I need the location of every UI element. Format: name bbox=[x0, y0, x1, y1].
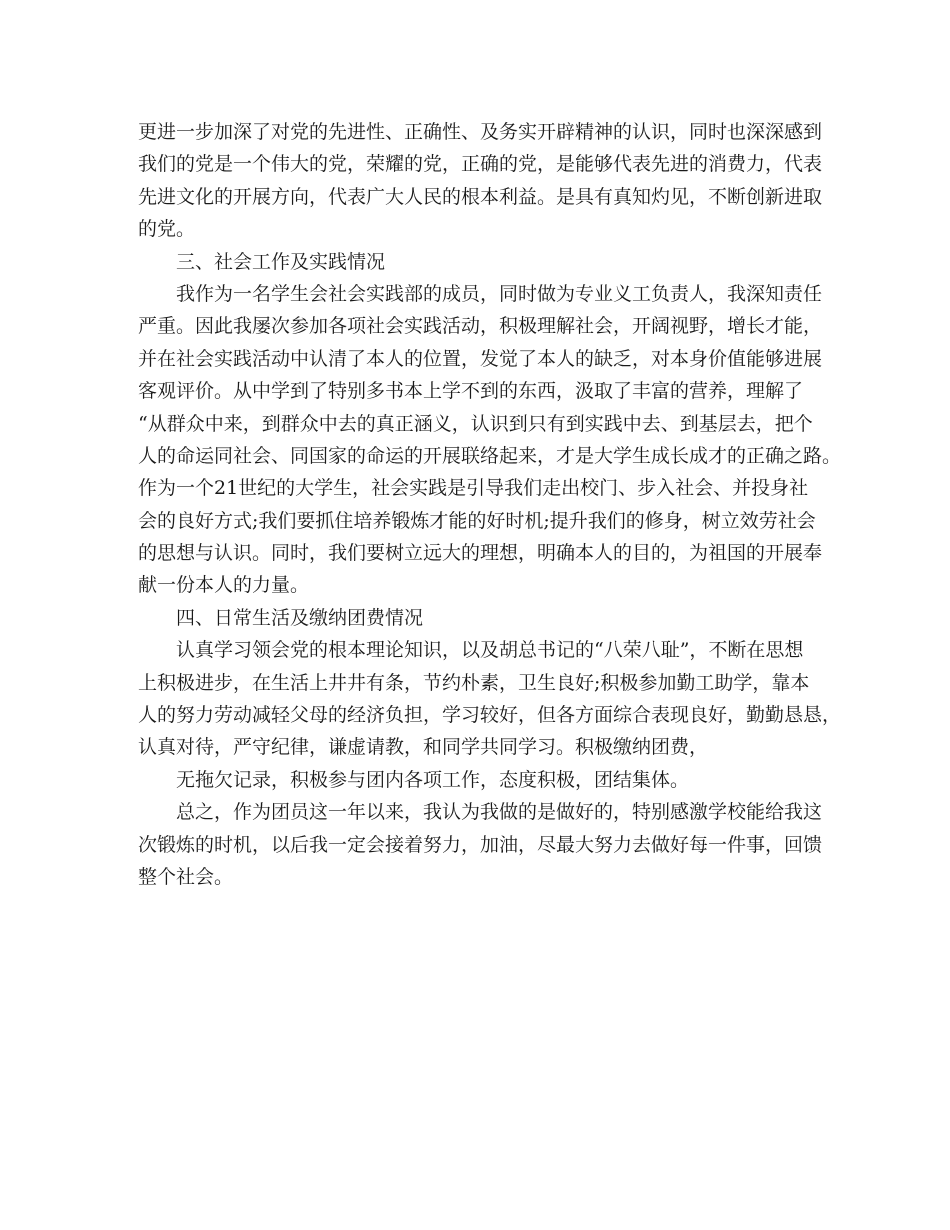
section-heading: 四、日常生活及缴纳团费情况 bbox=[176, 606, 424, 629]
text-line: 人的命运同社会、同国家的命运的开展联络起来，才是大学生成长成才的正确之路。 bbox=[138, 444, 842, 467]
text-line: 客观评价。从中学到了特别多书本上学不到的东西，汲取了丰富的营养，理解了 bbox=[138, 380, 804, 403]
text-line: 更进一步加深了对党的先进性、正确性、及务实开辟精神的认识，同时也深深感到 bbox=[138, 121, 823, 143]
text-line: 献一份本人的力量。 bbox=[138, 574, 310, 597]
paragraph-start: 认真学习领会党的根本理论知识，以及胡总书记的“八荣八耻”，不断在思想 bbox=[176, 639, 804, 662]
paragraph-start: 无拖欠记录，积极参与团内各项工作，态度积极，团结集体。 bbox=[176, 768, 690, 791]
text-line: 作为一个21世纪的大学生，社会实践是引导我们走出校门、步入社会、并投身社 bbox=[138, 477, 809, 500]
paragraph-start: 我作为一名学生会社会实践部的成员，同时做为专业义工负责人，我深知责任 bbox=[176, 282, 823, 305]
text-line: “从群众中来，到群众中去的真正涵义，认识到只有到实践中去、到基层去，把个 bbox=[138, 412, 813, 435]
text-line: 次锻炼的时机，以后我一定会接着努力，加油，尽最大努力去做好每一件事，回馈 bbox=[138, 833, 823, 856]
text-line: 的思想与认识。同时，我们要树立远大的理想，明确本人的目的，为祖国的开展奉 bbox=[138, 542, 823, 565]
text-line: 上积极进步，在生活上井井有条，节约朴素，卫生良好;积极参加勤工助学，靠本 bbox=[138, 671, 810, 694]
text-line: 认真对待，严守纪律，谦虚请教，和同学共同学习。积极缴纳团费， bbox=[138, 736, 709, 759]
text-line: 会的良好方式;我们要抓住培养锻炼才能的好时机;提升我们的修身，树立效劳社会 bbox=[138, 509, 816, 532]
section-heading: 三、社会工作及实践情况 bbox=[176, 250, 386, 273]
text-line: 并在社会实践活动中认清了本人的位置，发觉了本人的缺乏，对本身价值能够进展 bbox=[138, 347, 823, 370]
text-line: 我们的党是一个伟大的党，荣耀的党，正确的党，是能够代表先进的消费力，代表 bbox=[138, 153, 823, 176]
document-body bbox=[138, 116, 842, 893]
paragraph-start: 总之，作为团员这一年以来，我认为我做的是做好的，特别感激学校能给我这 bbox=[176, 801, 823, 824]
text-line: 的党。 bbox=[138, 218, 196, 241]
text-line: 整个社会。 bbox=[138, 865, 234, 888]
text-line: 严重。因此我屡次参加各项社会实践活动，积极理解社会，开阔视野，增长才能， bbox=[138, 315, 823, 338]
text-line: 人的努力劳动减轻父母的经济负担，学习较好，但各方面综合表现良好，勤勤恳恳， bbox=[138, 704, 842, 727]
text-line: 先进文化的开展方向，代表广大人民的根本利益。是具有真知灼见，不断创新进取 bbox=[138, 185, 823, 208]
